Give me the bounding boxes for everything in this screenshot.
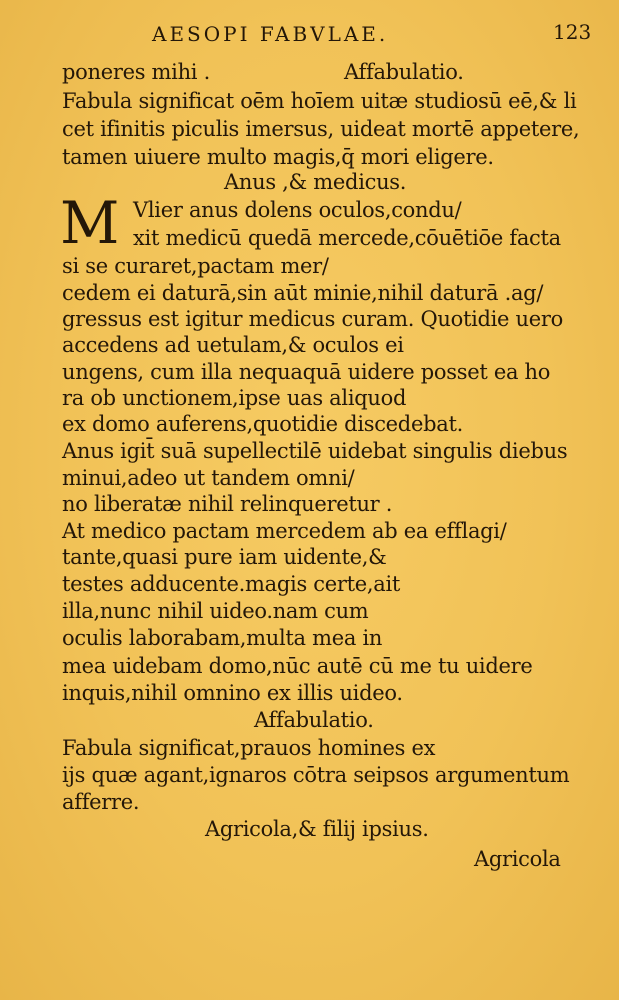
- text-line: si se curaret,pactam mer/: [62, 254, 329, 278]
- text-line: minui,adeo ut tandem omni/: [62, 466, 355, 490]
- fable-title: Agricola,& filij ipsius.: [205, 817, 429, 841]
- text-line: accedens ad uetulam,& oculos ei: [62, 333, 404, 357]
- text-line: poneres mihi .: [62, 60, 210, 84]
- moral-heading: Affabulatio.: [254, 708, 374, 732]
- fable-title: Anus ,& medicus.: [224, 170, 407, 194]
- text-line: Fabula significat oēm hoīem uitæ studiosū eē,& li: [62, 89, 577, 113]
- text-line: gressus est igitur medicus curam. Quotidie uero: [62, 307, 563, 331]
- text-line: afferre.: [62, 790, 140, 814]
- text-line: mea uidebam domo,nūc autē cū me tu uidere: [62, 654, 533, 678]
- text-line: no liberatæ nihil relinqueretur .: [62, 492, 393, 516]
- text-line: xit medicū quedā mercede,cōuētiōe facta: [133, 226, 561, 250]
- text-line: Fabula significat,prauos homines ex: [62, 736, 436, 760]
- text-line: At medico pactam mercedem ab ea efflagi/: [62, 519, 507, 543]
- text-line: ex domo auferens,quotidie discedebat.: [62, 412, 463, 436]
- text-line: cet ifinitis piculis imersus, uideat mortē appetere,: [62, 117, 580, 141]
- text-line: Vlier anus dolens oculos,condu/: [133, 198, 462, 222]
- page-number: 123: [553, 20, 592, 44]
- text-line: illa,nunc nihil uideo.nam cum: [62, 599, 369, 623]
- text-line: ra ob unctionem,ipse uas aliquod: [62, 386, 407, 410]
- text-line: oculis laborabam,multa mea in: [62, 626, 383, 650]
- text-line: Anus igit̄ suā supellectilē uidebat singulis diebus: [62, 439, 568, 463]
- text-line: ungens, cum illa nequaquā uidere posset ea ho: [62, 360, 551, 384]
- running-title: AESOPI FABVLAE.: [152, 22, 389, 46]
- catchword: Agricola: [474, 847, 561, 871]
- drop-capital: M: [60, 189, 118, 257]
- text-line: cedem ei daturā,sin aūt minie,nihil daturā .ag/: [62, 281, 544, 305]
- text-line: tamen uiuere multo magis,q̄ mori eligere.: [62, 145, 494, 169]
- text-line: testes adducente.magis certe,ait: [62, 572, 401, 596]
- moral-heading: Affabulatio.: [344, 60, 464, 84]
- text-line: ijs quæ agant,ignaros cōtra seipsos argumentum: [62, 763, 570, 787]
- text-line: inquis,nihil omnino ex illis uideo.: [62, 681, 403, 705]
- text-line: tante,quasi pure iam uidente,&: [62, 545, 387, 569]
